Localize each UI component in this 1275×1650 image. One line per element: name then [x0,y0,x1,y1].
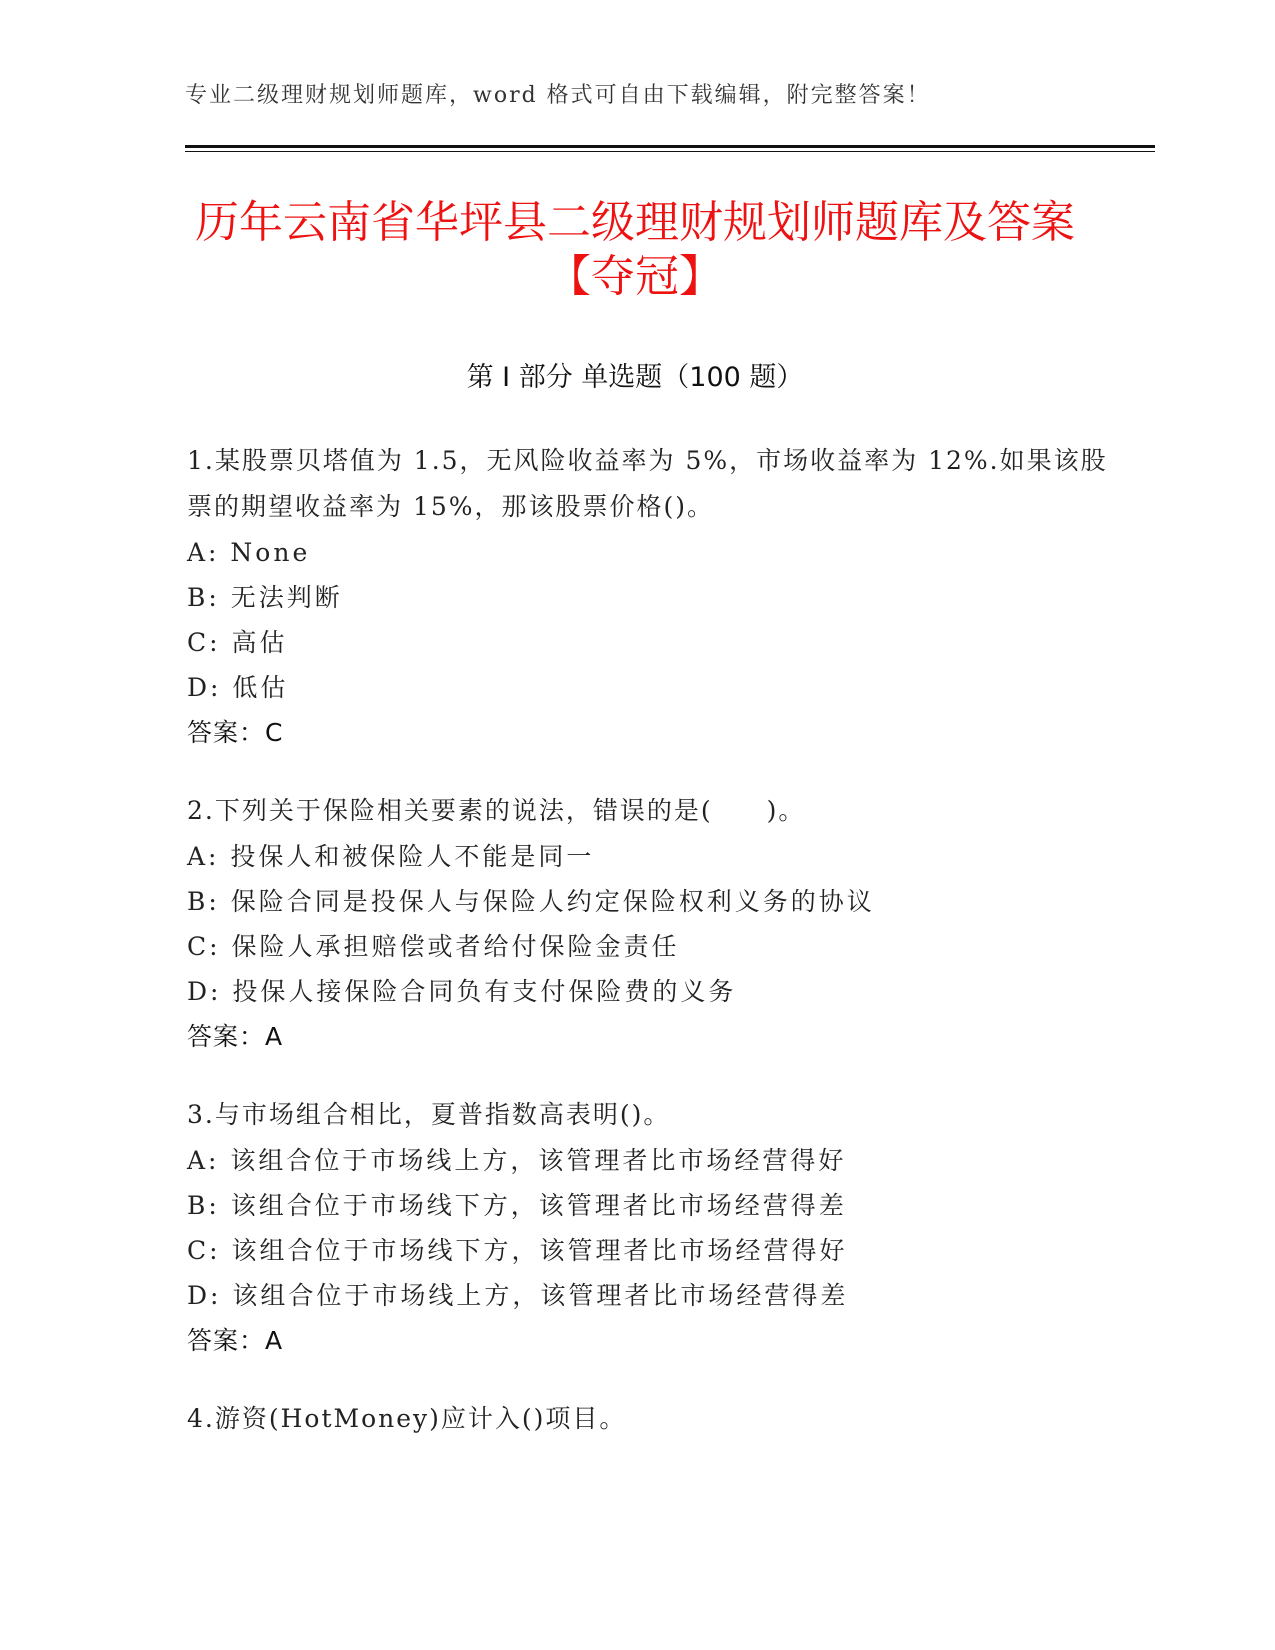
question-stem: 4.游资(HotMoney)应计入()项目。 [187,1404,627,1433]
section-title: 第 I 部分 单选题（100 题） [466,362,804,393]
question-stem: 1.某股票贝塔值为 1.5，无风险收益率为 5%，市场收益率为 12%.如果该股票的期望收益率为 15%，那该股票价格()。 [187,446,1108,521]
answer: 答案：A [187,1022,284,1051]
header-rule-thin [185,151,1155,152]
option-d: D: 低估 [187,673,289,702]
option-a: A: 该组合位于市场线上方，该管理者比市场经营得好 [187,1146,847,1175]
question-2 [187,788,1117,1059]
question-3 [187,1092,1117,1363]
question-stem: 3.与市场组合相比，夏普指数高表明()。 [187,1100,671,1129]
header-note: 专业二级理财规划师题库，word 格式可自由下载编辑，附完整答案！ [185,83,931,108]
option-c: C: 该组合位于市场线下方，该管理者比市场经营得好 [187,1236,848,1265]
option-b: B: 无法判断 [187,583,343,612]
option-c: C: 保险人承担赔偿或者给付保险金责任 [187,932,680,961]
option-a: A: 投保人和被保险人不能是同一 [187,842,595,871]
question-list [187,438,1117,1475]
option-d: D: 该组合位于市场线上方，该管理者比市场经营得差 [187,1281,849,1310]
question-4 [187,1396,1117,1442]
option-b: B: 该组合位于市场线下方，该管理者比市场经营得差 [187,1191,847,1220]
option-c: C: 高估 [187,628,288,657]
document-title: 历年云南省华坪县二级理财规划师题库及答案【夺冠】 [195,197,1075,302]
option-d: D: 投保人接保险合同负有支付保险费的义务 [187,977,737,1006]
answer: 答案：C [187,718,284,747]
header-rule-thick [185,145,1155,148]
option-a: A: None [187,538,311,567]
option-b: B: 保险合同是投保人与保险人约定保险权利义务的协议 [187,887,875,916]
question-stem: 2.下列关于保险相关要素的说法，错误的是( )。 [187,796,806,825]
question-1 [187,438,1117,755]
answer: 答案：A [187,1326,284,1355]
